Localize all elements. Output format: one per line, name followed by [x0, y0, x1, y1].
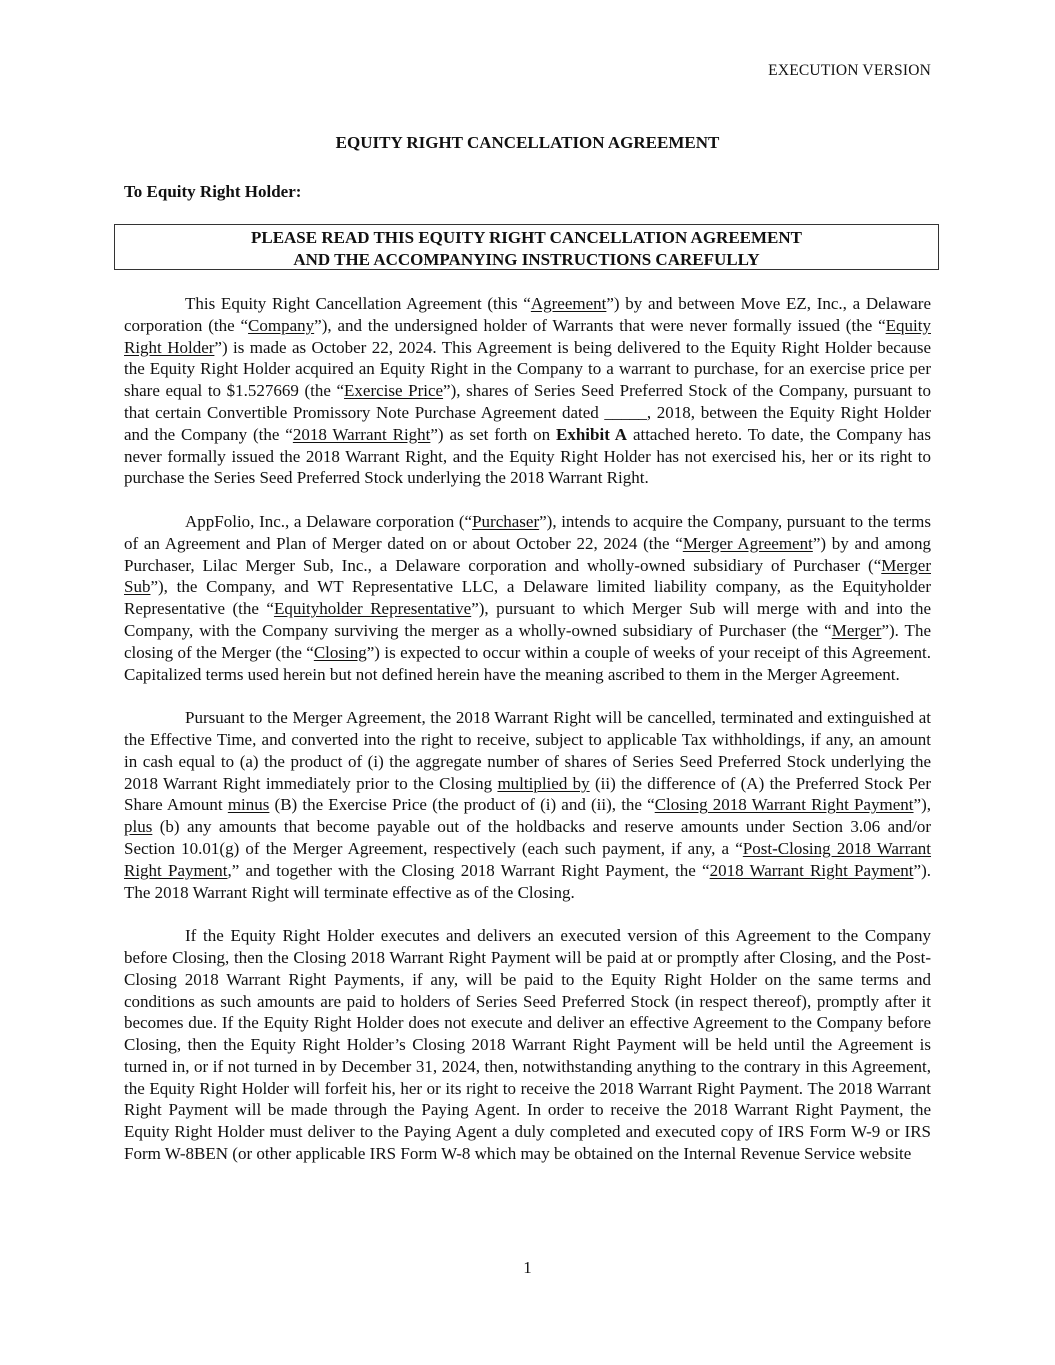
defined-term: Post-Closing 2018 Warrant Right Payment: [124, 838, 932, 880]
defined-term: Exercise Price: [344, 381, 444, 401]
defined-term: Closing 2018 Warrant Right Payment: [654, 795, 914, 815]
text-run: ,” and together with the Closing 2018 Warrant Right Payment, the “: [227, 860, 710, 880]
defined-term: 2018 Warrant Right Payment: [709, 860, 914, 880]
text-run: ”), shares of Series Seed Preferred Stock of the Company, pursuant to that certain Convertible Promissory Note Purchase Agreement dated _____, 2018, between the Equity Right Holder and the Company (the “: [124, 381, 931, 444]
defined-term: Merger Sub: [124, 555, 931, 597]
text-run: (b) any amounts that become payable out of the holdbacks and reserve amounts under Section 3.06 and/or Section 10.01(g) of the Merger Agreement, respectively (each such payment, if any, a “: [124, 817, 931, 858]
text-run: ”), and the undersigned holder of Warrants that were never formally issued (the “: [314, 315, 886, 335]
paragraph-1: [124, 293, 931, 489]
defined-term: Merger: [831, 620, 882, 640]
salutation: To Equity Right Holder:: [124, 182, 302, 201]
page-number: 1: [523, 1258, 532, 1277]
text-run: (ii) the difference of (A) the Preferred Stock Per Share Amount: [124, 773, 931, 815]
execution-version-label: EXECUTION VERSION: [768, 62, 931, 79]
notice-line-2: AND THE ACCOMPANYING INSTRUCTIONS CAREFULLY: [293, 250, 760, 269]
defined-term: plus: [124, 817, 153, 837]
agreement-body: [124, 293, 931, 1187]
text-run: This Equity Right Cancellation Agreement (this “: [185, 294, 531, 313]
agreement-title: EQUITY RIGHT CANCELLATION AGREEMENT: [335, 133, 720, 152]
text-run: ”) by and among Purchaser, Lilac Merger Sub, Inc., a Delaware corporation and wholly-owned subsidiary of Purchaser (“: [124, 533, 931, 575]
defined-term: Merger Agreement: [682, 533, 813, 553]
text-run: ”), intends to acquire the Company, pursuant to the terms of an Agreement and Plan of Merger dated on or about October 22, 2024 (the “: [124, 511, 932, 553]
defined-term: 2018 Warrant Right: [292, 424, 431, 444]
paragraph-2: [124, 511, 931, 685]
text-run: Pursuant to the Merger Agreement, the 2018 Warrant Right will be cancelled, terminated and extinguished at the Effective Time, and converted into the right to receive, subject to applicable Tax withholdings, if any, an amount in cash equal to (a) the product of (i) the aggregate number of shares of Series Seed Preferred Stock underlying the 2018 Warrant Right immediately prior to the Closing: [124, 708, 931, 793]
text-run: ”) by and between Move EZ, Inc., a Delaware corporation (the “: [124, 294, 931, 335]
defined-term: Purchaser: [472, 511, 540, 531]
paragraph-3: [124, 707, 931, 903]
defined-term: Company: [248, 315, 315, 335]
notice-box: [114, 224, 939, 270]
defined-term: minus: [227, 795, 270, 815]
text-run: AppFolio, Inc., a Delaware corporation (“: [185, 511, 473, 531]
defined-term: Agreement: [530, 294, 607, 313]
defined-term: Equityholder Representative: [273, 599, 472, 619]
bold-reference: Exhibit A: [556, 424, 628, 444]
text-run: ”). The closing of the Merger (the “: [124, 620, 931, 662]
notice-line-1: PLEASE READ THIS EQUITY RIGHT CANCELLATION AGREEMENT: [250, 228, 803, 247]
defined-term: multiplied by: [497, 773, 590, 793]
text-run: ”), pursuant to which Merger Sub will merge with and into the Company, with the Company surviving the merger as a wholly-owned subsidiary of Purchaser (the “: [124, 599, 931, 640]
text-run: ”) is expected to occur within a couple of weeks of your receipt of this Agreement. Capitalized terms used herein but not defined herein have the meaning ascribed to them in the Merger Agreement.: [124, 642, 932, 684]
text-run: ”) is made as October 22, 2024. This Agreement is being delivered to the Equity Right Holder because the Equity Right Holder acquired an Equity Right in the Company to a warrant to purchase, for an exercise price per share equal to $1.527669 (the “: [124, 337, 932, 401]
text-run: If the Equity Right Holder executes and delivers an executed version of this Agreement to the Company before Closing, then the Closing 2018 Warrant Right Payment will be paid at or promptly after Closing, and the Post-Closing 2018 Warrant Right Payments, if any, will be paid to the Equity Right Holder on the same terms and conditions as such amounts are paid to holders of Series Seed Preferred Stock (in respect thereof), promptly after it becomes due. If the Equity Right Holder does not execute and deliver an effective Agreement to the Company before Closing, then the Equity Right Holder’s Closing 2018 Warrant Right Payment will be held until the Agreement is turned in, or if not turned in by December 31, 2024, then, notwithstanding anything to the contrary in this Agreement, the Equity Right Holder will forfeit his, her or its right to receive the 2018 Warrant Right Payment. The 2018 Warrant Right Payment will be made through the Paying Agent. In order to receive the 2018 Warrant Right Payment, the Equity Right Holder must deliver to the Paying Agent a duly completed and executed copy of IRS Form W-9 or IRS Form W-8BEN (or other applicable IRS Form W-8 which may be obtained on the Internal Revenue Service website: [124, 926, 931, 1164]
defined-term: Closing: [313, 642, 367, 662]
defined-term: Equity Right Holder: [124, 315, 931, 357]
text-run: ”). The 2018 Warrant Right will terminate effective as of the Closing.: [124, 860, 931, 902]
text-run: ”), the Company, and WT Representative LLC, a Delaware limited liability company, as the Equityholder Representative (the “: [124, 577, 931, 619]
text-run: ”),: [913, 795, 931, 815]
text-run: ”) as set forth on: [430, 424, 557, 444]
paragraph-4: [124, 925, 931, 1165]
text-run: attached hereto. To date, the Company has never formally issued the 2018 Warrant Right, and the Equity Right Holder has not exercised his, her or its right to purchase the Series Seed Preferred Stock underlying the 2018 Warrant Right.: [124, 424, 931, 488]
text-run: (B) the Exercise Price (the product of (i) and (ii), the “: [269, 795, 655, 815]
